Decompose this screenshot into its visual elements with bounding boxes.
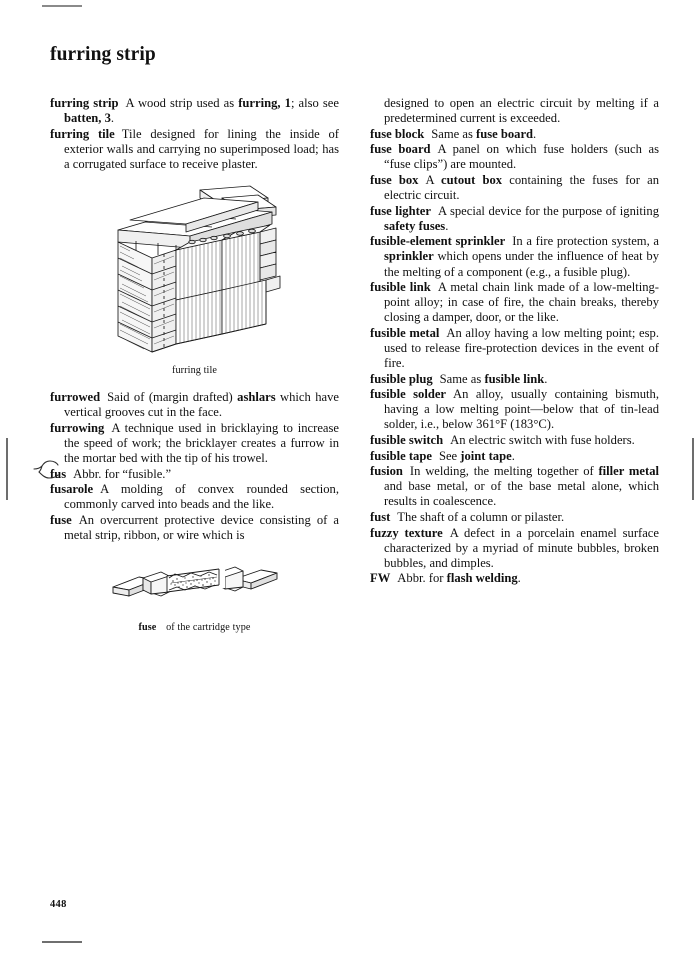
entry-headword: fust (370, 510, 391, 525)
entry-headword: fuse block (370, 126, 425, 141)
entry-headword: fusarole (50, 482, 94, 497)
entry-headword: fuse (50, 512, 72, 527)
entry-definition: Tile designed for lining the inside of exterior walls and carrying no superimposed load; has a corrugated surface to receive plaster. (64, 126, 339, 171)
entry-definition: Said of (margin drafted) ashlars which have vertical grooves cut in the face. (64, 390, 339, 420)
entry-continuation: designed to open an electric circuit by melting if a predetermined current is exceeded. (384, 96, 659, 126)
dictionary-entry (370, 372, 659, 387)
dictionary-entry (50, 390, 339, 420)
entry-headword: fusible solder (370, 387, 447, 402)
dictionary-entry (370, 571, 659, 586)
column-left (50, 96, 339, 644)
entry-headword: fusible switch (370, 433, 444, 448)
dictionary-entry (370, 464, 659, 509)
dictionary-entry (370, 127, 659, 142)
dictionary-entry (50, 513, 339, 543)
dictionary-entry (370, 510, 659, 525)
entry-headword: fuzzy texture (370, 525, 443, 540)
entry-definition: A metal chain link made of a low-melting-point alloy; in case of fire, the chain breaks, thereby closing a damper, door, or the like. (384, 280, 659, 325)
entry-definition: See joint tape. (438, 448, 515, 463)
entry-headword: fuse lighter (370, 203, 431, 218)
entry-headword: furrowing (50, 420, 105, 435)
entry-headword: fusion (370, 464, 403, 479)
entry-definition: A wood strip used as furring, 1; also see batten, 3. (64, 96, 339, 126)
figure-caption-furring-tile (50, 363, 339, 378)
entry-definition: Same as fuse board. (431, 126, 537, 141)
dictionary-entry (50, 421, 339, 466)
page-number: 448 (50, 899, 67, 910)
dictionary-entry (370, 280, 659, 325)
entry-headword: furrowed (50, 390, 101, 405)
entry-headword: fusible plug (370, 371, 433, 386)
dictionary-entry (50, 482, 339, 512)
entry-definition: A cutout box containing the fuses for an electric circuit. (384, 172, 659, 203)
entry-definition: An electric switch with fuse holders. (450, 433, 635, 448)
entry-headword: furring strip (50, 96, 119, 110)
entry-headword: FW (370, 571, 391, 586)
entry-definition: An alloy, usually containing bismuth, having a low melting point—below that of tin-lead solder, i.e., below 361°F (183°C). (384, 387, 659, 432)
dictionary-entry (50, 96, 339, 126)
entry-definition: An alloy having a low melting point; esp. used to release fire-protection devices in the event of fire. (384, 325, 659, 371)
figure-fuse (50, 559, 339, 635)
edge-registration-mark-right (692, 438, 694, 500)
figure-caption-text: furring tile (171, 365, 218, 377)
entry-headword: fusible-element sprinkler (370, 234, 506, 249)
entry-list-right (370, 127, 659, 587)
dictionary-entry (370, 173, 659, 203)
crop-mark-bottom (42, 941, 82, 943)
entry-definition: A panel on which fuse holders (such as “fuse clips”) are mounted. (384, 142, 660, 172)
entry-list-left-bottom (50, 390, 339, 543)
dictionary-entry (370, 433, 659, 448)
entry-headword: fusible metal (370, 325, 440, 340)
entry-definition: A molding of convex rounded section, commonly carved into beads and the like. (64, 482, 339, 512)
figure-caption-fuse (50, 620, 339, 635)
dictionary-entry (370, 526, 659, 571)
dictionary-entry (370, 449, 659, 464)
entry-list-left-top (50, 96, 339, 172)
entry-definition: The shaft of a column or pilaster. (397, 510, 565, 525)
edge-registration-mark-left (6, 438, 8, 500)
entry-definition: A special device for the purpose of igniting safety fuses. (384, 203, 659, 233)
dictionary-entry (370, 326, 659, 371)
dictionary-entry (370, 142, 659, 172)
furring-tile-wall-illustration (100, 184, 290, 354)
entry-headword: furring tile (50, 126, 115, 141)
dictionary-entry (370, 234, 659, 279)
entry-headword: fuse board (370, 142, 431, 157)
dictionary-entry (370, 204, 659, 234)
cartridge-fuse-illustration (105, 559, 285, 611)
entry-definition: In welding, the melting together of filler metal and base metal, or of the base metal alone, which results in coalescence. (384, 464, 659, 509)
crop-mark-top (42, 5, 82, 7)
figure-furring-tile (50, 184, 339, 378)
entry-definition: A defect in a porcelain enamel surface characterized by a myriad of minute bubbles, broken bubbles, and dimples. (384, 525, 659, 570)
entry-headword: fusible link (370, 280, 431, 295)
entry-definition: Abbr. for flash welding. (397, 571, 521, 586)
page-title: furring strip (50, 44, 156, 65)
entry-definition: A technique used in bricklaying to increase the speed of work; the bricklayer creates a furrow in the mortar bed with the tip of his trowel. (64, 420, 339, 466)
entry-definition: An overcurrent protective device consisting of a metal strip, ribbon, or wire which is (64, 512, 339, 542)
entry-definition: In a fire protection system, a sprinkler which opens under the influence of heat by the melting of a component (e.g., a fusible plug). (384, 234, 660, 279)
entry-headword: fus (50, 466, 67, 481)
dictionary-entry (370, 387, 659, 432)
column-right (370, 96, 659, 587)
figure-caption-text: of the cartridge type (166, 622, 251, 634)
entry-definition: Abbr. for “fusible.” (73, 466, 172, 481)
dictionary-entry (50, 127, 339, 172)
dictionary-entry (50, 467, 339, 482)
entry-headword: fusible tape (370, 448, 432, 463)
entry-headword: fuse box (370, 172, 419, 187)
figure-caption-headword: fuse (138, 622, 157, 634)
entry-definition: Same as fusible link. (439, 371, 548, 386)
